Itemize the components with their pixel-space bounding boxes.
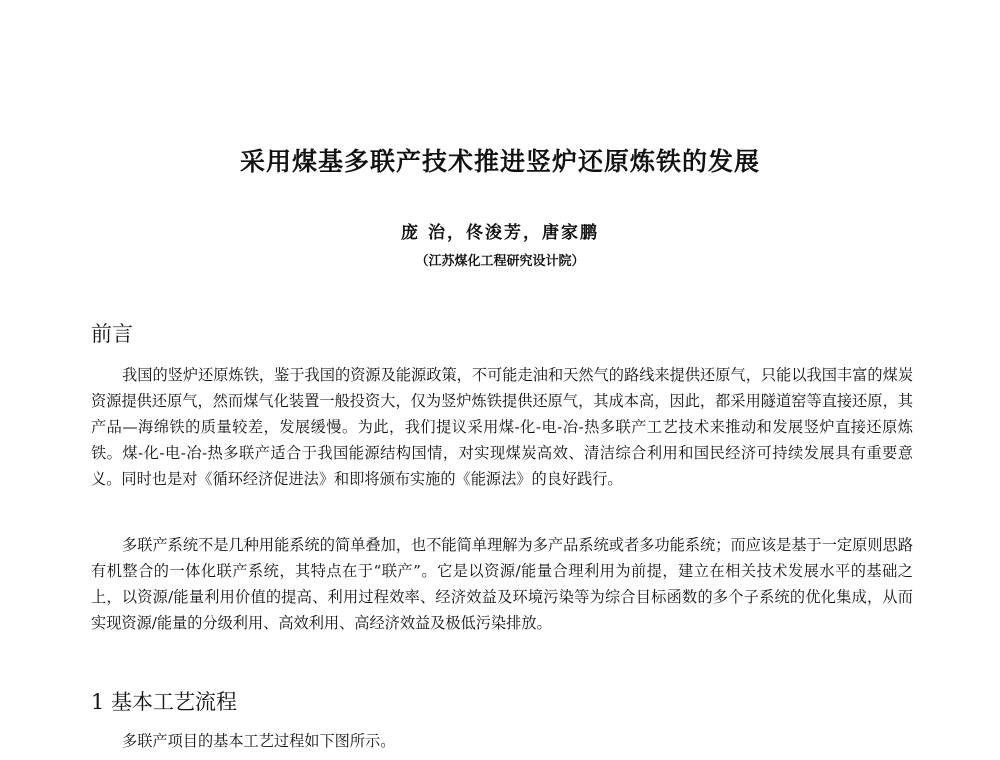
paragraph-text: 我国的竖炉还原炼铁，鉴于我国的资源及能源政策，不可能走油和天然气的路线来提供还原气，只能以我国丰富的煤炭资源提供还原气，然而煤气化装置一般投资大，仅为竖炉炼铁提供还原气，其成本高，因此，都采用隧道窑等直接还原，其产品—海绵铁的质量较差，发展缓慢。为此，我们提议采用煤-化-电-冶-热多联产工艺技术来推动和发展竖炉直接还原炼铁。煤-化-电-冶-热多联产适合于我国能源结构国情，对实现煤炭高效、清洁综合利用和国民经济可持续发展具有重要意义。同时也是对《循环经济促进法》和即将颁布实施的《能源法》的良好践行。: [91, 366, 913, 488]
process-intro-paragraph: [91, 728, 913, 754]
paragraph-text: 多联产项目的基本工艺过程如下图所示。: [122, 732, 396, 750]
paper-affiliation: （江苏煤化工程研究设计院）: [415, 254, 585, 269]
preface-paragraph-2: [91, 532, 913, 636]
paragraph-text: 多联产系统不是几种用能系统的简单叠加，也不能简单理解为多产品系统或者多功能系统；而应该是基于一定原则思路有机整合的一体化联产系统，其特点在于“联产”。它是以资源/能量合理利用为前提，建立在相关技术发展水平的基础之上，以资源/能量利用价值的提高、利用过程效率、经济效益及环境污染等为综合目标函数的多个子系统的优化集成，从而实现资源/能量的分级利用、高效利用、高经济效益及极低污染排放。: [91, 536, 913, 632]
preface-paragraph-1: [91, 362, 913, 492]
paper-title: 采用煤基多联产技术推进竖炉还原炼铁的发展: [239, 147, 760, 176]
section-heading-preface: 前言: [91, 322, 133, 346]
paper-authors: 庞 治，佟浚芳，唐家鹏: [401, 223, 599, 243]
section-heading-basic-process: 1 基本工艺流程: [91, 690, 238, 714]
